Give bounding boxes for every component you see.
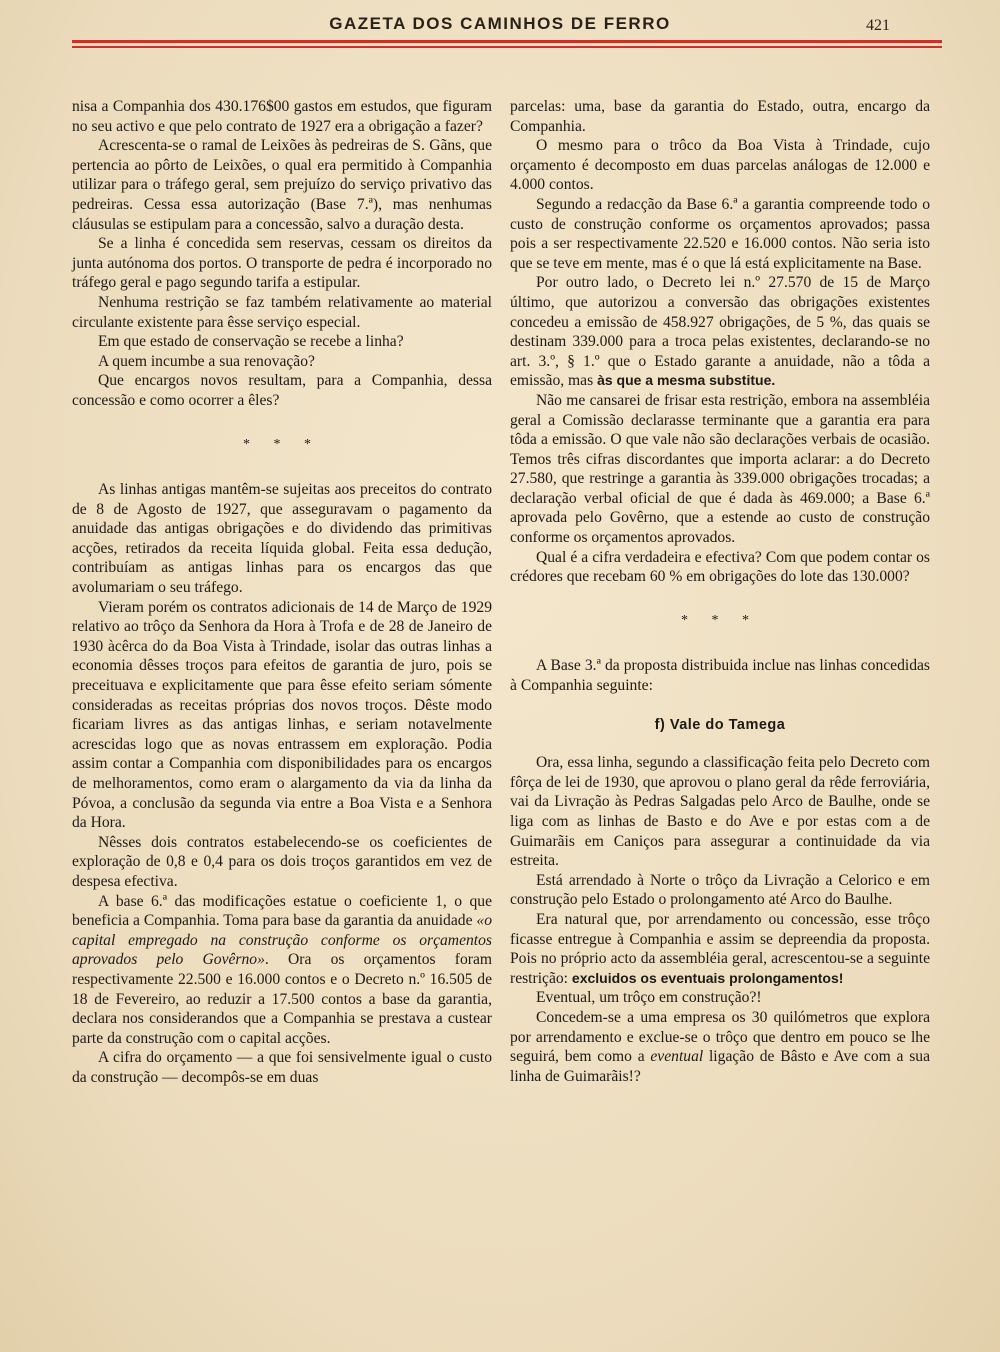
paragraph-text: Era natural que, por arrendamento ou concessão, esse trôço ficasse entregue à Companhia e assim se depreendia da proposta. Pois no próprio acto da assembléia geral, acrescentou-se a seguinte restrição: (510, 910, 930, 987)
right-column (510, 97, 930, 1086)
paragraph: As linhas antigas mantêm-se sujeitas aos preceitos do contrato de 8 de Agosto de 1927, que asseguravam o pagamento da anuidade das antigas obrigações e do dividendo das primitivas acções, retirados da receita líquida global. Feita essa dedução, contribuíam as antigas linhas para os encargos das que avolumariam o seu tráfego. (72, 481, 492, 597)
paragraph: nisa a Companhia dos 430.176$00 gastos em estudos, que figuram no seu activo e que pelo contrato de 1927 era a obrigação a fazer? (72, 98, 492, 135)
paragraph: A Base 3.ª da proposta distribuida inclue nas linhas concedidas à Companhia seguinte: (510, 657, 930, 695)
paragraph: Em que estado de conservação se recebe a linha? (98, 333, 404, 351)
paragraph: Acrescenta-se o ramal de Leixões às pedreiras de S. Gãns, que pertencia ao pôrto de Leixões, o qual era permitido à Companhia utilizar para o tráfego geral, sem prejuízo do serviço privativo das pedreiras. Cessa essa autorização (Base 7.ª), mas nenhumas cláusulas se estipulam para a concessão, salvo a duração desta. (72, 137, 492, 233)
paragraph: Não me cansarei de frisar esta restrição, embora na assembléia geral a Comissão declarasse terminante que a garantia era para tôda a emissão. O que vale não são declarações verbais de ocasião. Temos três cifras discordantes que importa aclarar: a do Decreto 27.580, que restringe a garantia às 339.000 obrigações trocadas; a declaração verbal oficial de que é dada às 469.000; a Base 6.ª aprovada pelo Govêrno, que a estende ao custo de construção conforme os orçamentos aprovados. (510, 391, 930, 547)
header-rule-top (72, 40, 942, 43)
paragraph (510, 273, 930, 391)
bold-emphasis: às que a mesma substitue. (597, 372, 776, 389)
section-separator: * * * (243, 436, 321, 452)
paragraph: Eventual, um trôço em construção?! (536, 989, 762, 1007)
section-separator: * * * (681, 612, 759, 628)
paragraph: O mesmo para o trôco da Boa Vista à Trindade, cujo orçamento é decomposto em duas parcelas análogas de 12.000 e 4.000 contos. (510, 137, 930, 194)
italic-word: eventual (650, 1048, 704, 1066)
paragraph (510, 1008, 930, 1086)
paragraph-text: ligação de Bâsto e Ave com a sua linha de Guimarãis!? (510, 1048, 930, 1085)
paragraph: parcelas: uma, base da garantia do Estado, outra, encargo da Companhia. (510, 98, 930, 135)
paragraph: Ora, essa linha, segundo a classificação feita pelo Decreto com fôrça de lei de 1930, que aprovou o plano geral da rêde ferroviária, vai da Livração às Pedras Salgadas pelo Arco de Baulhe, onde se liga com as linhas de Basto e do Ave e por estas com a de Guimarãis em Caniços para assegurar a continuidade da via estreita. (510, 754, 930, 870)
paragraph: Qual é a cifra verdadeira e efectiva? Com que podem contar os crédores que recebam 60 % em obrigações do lote das 130.000? (510, 548, 930, 586)
paragraph-text: Por outro lado, o Decreto lei n.º 27.570 de 15 de Março último, que autorizou a conversão das obrigações existentes concedeu a emissão de 458.927 obrigações, de 5 %, das quais se destinam 339.000 para a troca pelas existentes, declarando-se no art. 3.º, § 1.º que o Estado garante a anuidade, não a tôda a emissão, mas (510, 274, 930, 390)
paragraph: Se a linha é concedida sem reservas, cessam os direitos da junta autónoma dos portos. O transporte de pedra é incorporado no tráfego geral e pago segundo tarifa a estipular. (72, 235, 492, 292)
paragraph-text: . Ora os orçamentos foram respectivamente 22.500 e 16.000 contos e o Decreto n.º 16.505 de 18 de Fevereiro, ao reduzir a 17.500 contos a base da garantia, declara nos considerandos que a Companhia se prestava a custear parte da construção com o capital acções. (72, 951, 493, 1047)
paragraph: Vieram porém os contratos adicionais de 14 de Março de 1929 relativo ao trôço da Senhora da Hora à Trofa e de 28 de Janeiro de 1930 àcêrca do da Boa Vista à Trindade, isolar das outras linhas a economia dêsses troços para efeitos de garantia de juro, pois se preceituava e explicitamente que para êsse efeito seriam sómente consideradas as receitas próprias dos novos troços. Dêste modo ficariam livres as das antigas linhas, e seriam notavelmente acrescidas logo que as novas entrassem em exploração. Podia assim contar a Companhia com disponibilidades para os encargos de melhoramentos, como eram o alargamento da via da linha da Póvoa, a conclusão da segunda via entre a Boa Vista e a Senhora da Hora. (72, 598, 492, 832)
paragraph: Segundo a redacção da Base 6.ª a garantia compreende todo o custo de construção conforme os orçamentos aprovados; passa pois a ser respectivamente 22.520 e 16.000 contos. Não seria isto que se teve em mente, mas é o que lá está explicitamente na Base. (510, 195, 930, 272)
header-rule-bottom (72, 46, 942, 48)
paragraph: A cifra do orçamento — a que foi sensivelmente igual o custo da construção — decompôs-se em duas (72, 1049, 492, 1086)
publication-title: GAZETA DOS CAMINHOS DE FERRO (329, 14, 671, 33)
left-column (72, 97, 492, 1088)
paragraph-text: Concedem-se a uma empresa os 30 quilómetros que explora por arrendamento e exclue-se o trôço que dentro em pouco se lhe seguirá, bem como a (510, 1008, 930, 1066)
paragraph-text: A base 6.ª das modificações estatue o coeficiente 1, o que beneficia a Companhia. Toma para base da garantia da anuidade (72, 892, 492, 930)
paragraph (72, 892, 492, 1049)
paragraph (510, 910, 930, 988)
paragraph: Está arrendado à Norte o trôço da Livração a Celorico e em construção pelo Estado o prolongamento até Arco do Baulhe. (510, 871, 930, 909)
paragraph: Que encargos novos resultam, para a Companhia, dessa concessão e como ocorrer a êles? (72, 372, 492, 409)
paragraph: A quem incumbe a sua renovação? (98, 352, 315, 370)
bold-emphasis: excluidos os eventuais prolongamentos! (571, 969, 844, 986)
page-number: 421 (866, 17, 890, 34)
italic-quote: «o capital empregado na construção conforme os orçamentos aprovados pelo Govêrno» (72, 912, 492, 969)
paragraph: Nenhuma restrição se faz também relativamente ao material circulante existente para êsse serviço especial. (72, 293, 492, 331)
paragraph: Nêsses dois contratos estabelecendo-se os coeficientes de exploração de 0,8 e 0,4 para os dois troços garantidos em vez de despesa efectiva. (72, 833, 492, 890)
section-heading: f) Vale do Tamega (654, 716, 786, 733)
